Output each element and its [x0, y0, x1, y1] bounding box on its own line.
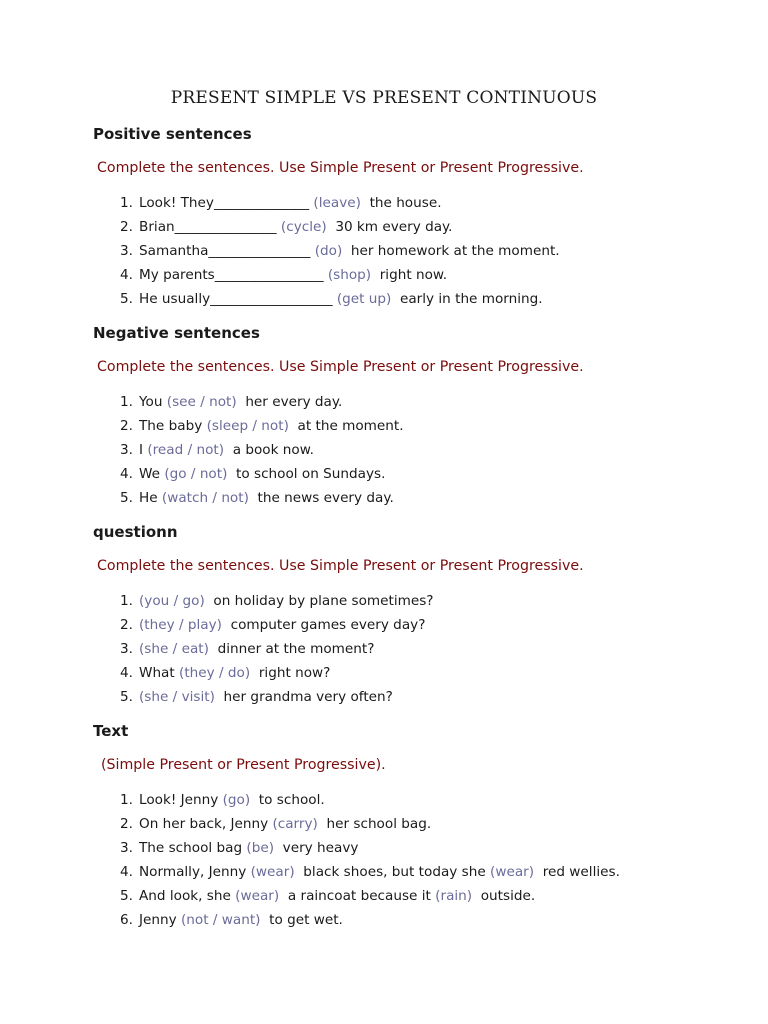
item-number: 1. [120, 792, 133, 808]
item-text: very heavy [274, 840, 359, 856]
item-text: And look, she [139, 888, 236, 904]
verb-hint: (watch / not) [161, 490, 249, 506]
list-item [120, 836, 733, 860]
list-item [120, 685, 733, 709]
verb-hint: (read / not) [147, 442, 225, 458]
item-number: 4. [120, 665, 133, 681]
item-text: On her back, Jenny [139, 816, 273, 832]
exercise-list [93, 589, 733, 709]
verb-hint: (go / not) [164, 466, 228, 482]
list-item [120, 263, 733, 287]
item-text: computer games every day? [221, 617, 426, 633]
item-text: on holiday by plane sometimes? [204, 593, 434, 609]
item-text: her grandma very often? [214, 689, 393, 705]
list-item [120, 908, 733, 932]
list-item [120, 191, 733, 215]
item-text: to school on Sundays. [227, 466, 386, 482]
list-item [120, 788, 733, 812]
verb-hint: (carry) [272, 816, 318, 832]
item-text: her school bag. [317, 816, 432, 832]
item-number: 1. [120, 593, 133, 609]
verb-hint: (not / want) [180, 912, 261, 928]
section-heading: Negative sentences [93, 324, 260, 342]
verb-hint: (be) [246, 840, 275, 856]
item-text: right now. [371, 267, 448, 283]
page-title: PRESENT SIMPLE VS PRESENT CONTINUOUS [170, 88, 598, 108]
item-number: 2. [120, 418, 133, 434]
verb-hint: (go) [222, 792, 251, 808]
section-positive [93, 123, 733, 311]
list-item [120, 215, 733, 239]
item-number: 3. [120, 840, 133, 856]
item-text: The school bag [139, 840, 247, 856]
section-heading: Positive sentences [93, 125, 252, 143]
item-text: the house. [360, 195, 442, 211]
exercise-list [93, 191, 733, 311]
item-text: 30 km every day. [326, 219, 453, 235]
verb-hint: (she / visit) [139, 689, 215, 705]
item-text: My parents________________ [139, 267, 328, 283]
verb-hint: (they / do) [179, 665, 251, 681]
item-text: You [139, 394, 167, 410]
item-number: 5. [120, 291, 133, 307]
item-text: We [139, 466, 165, 482]
item-text: Normally, Jenny [139, 864, 251, 880]
item-number: 5. [120, 888, 133, 904]
section-questions [93, 521, 733, 709]
item-text: The baby [139, 418, 207, 434]
list-item [120, 812, 733, 836]
item-text: dinner at the moment? [208, 641, 375, 657]
item-text: a raincoat because it [279, 888, 436, 904]
item-text: her homework at the moment. [342, 243, 560, 259]
list-item [120, 613, 733, 637]
item-text: her every day. [236, 394, 343, 410]
item-text: Jenny [139, 912, 181, 928]
verb-hint: (leave) [313, 195, 361, 211]
verb-hint: (shop) [327, 267, 372, 283]
verb-hint: (she / eat) [139, 641, 209, 657]
item-text: What [139, 665, 180, 681]
list-item [120, 414, 733, 438]
item-number: 2. [120, 816, 133, 832]
list-item [120, 589, 733, 613]
verb-hint: (they / play) [139, 617, 222, 633]
verb-hint: (get up) [336, 291, 392, 307]
item-number: 1. [120, 195, 133, 211]
item-text: I [139, 442, 148, 458]
item-number: 6. [120, 912, 133, 928]
list-item [120, 860, 733, 884]
item-number: 5. [120, 490, 133, 506]
verb-hint: (sleep / not) [206, 418, 289, 434]
list-item [120, 486, 733, 510]
list-item [120, 287, 733, 311]
item-text: to school. [250, 792, 325, 808]
exercise-list [93, 390, 733, 510]
item-number: 3. [120, 442, 133, 458]
item-text: He [139, 490, 162, 506]
item-text: Look! They______________ [139, 195, 314, 211]
list-item [120, 884, 733, 908]
item-text: He usually__________________ [139, 291, 337, 307]
item-number: 5. [120, 689, 133, 705]
item-text: red wellies. [534, 864, 620, 880]
item-number: 3. [120, 243, 133, 259]
item-text: the news every day. [248, 490, 394, 506]
item-text: outside. [472, 888, 536, 904]
item-text: to get wet. [260, 912, 343, 928]
item-text: a book now. [224, 442, 314, 458]
list-item [120, 462, 733, 486]
verb-hint: (see / not) [166, 394, 237, 410]
item-number: 4. [120, 864, 133, 880]
item-number: 3. [120, 641, 133, 657]
item-number: 4. [120, 466, 133, 482]
item-text: right now? [250, 665, 331, 681]
section-instruction: (Simple Present or Present Progressive). [101, 757, 386, 773]
list-item [120, 661, 733, 685]
section-heading: questionn [93, 523, 178, 541]
list-item [120, 239, 733, 263]
item-number: 2. [120, 219, 133, 235]
item-text: black shoes, but today she [294, 864, 491, 880]
verb-hint: (you / go) [139, 593, 205, 609]
item-text: Brian_______________ [139, 219, 281, 235]
section-heading: Text [93, 722, 129, 740]
section-instruction: Complete the sentences. Use Simple Present or Present Progressive. [97, 359, 584, 375]
item-number: 1. [120, 394, 133, 410]
verb-hint: (wear) [235, 888, 280, 904]
item-text: at the moment. [288, 418, 404, 434]
section-instruction: Complete the sentences. Use Simple Present or Present Progressive. [97, 558, 584, 574]
verb-hint: (rain) [435, 888, 473, 904]
list-item [120, 438, 733, 462]
item-number: 4. [120, 267, 133, 283]
section-negative [93, 322, 733, 510]
item-text: Samantha_______________ [139, 243, 315, 259]
list-item [120, 390, 733, 414]
exercise-list [93, 788, 733, 932]
verb-hint: (wear) [490, 864, 535, 880]
item-number: 2. [120, 617, 133, 633]
verb-hint: (do) [314, 243, 343, 259]
item-text: Look! Jenny [139, 792, 223, 808]
section-instruction: Complete the sentences. Use Simple Present or Present Progressive. [97, 160, 584, 176]
list-item [120, 637, 733, 661]
verb-hint: (wear) [250, 864, 295, 880]
item-text: early in the morning. [391, 291, 543, 307]
section-text [93, 720, 733, 932]
verb-hint: (cycle) [280, 219, 327, 235]
